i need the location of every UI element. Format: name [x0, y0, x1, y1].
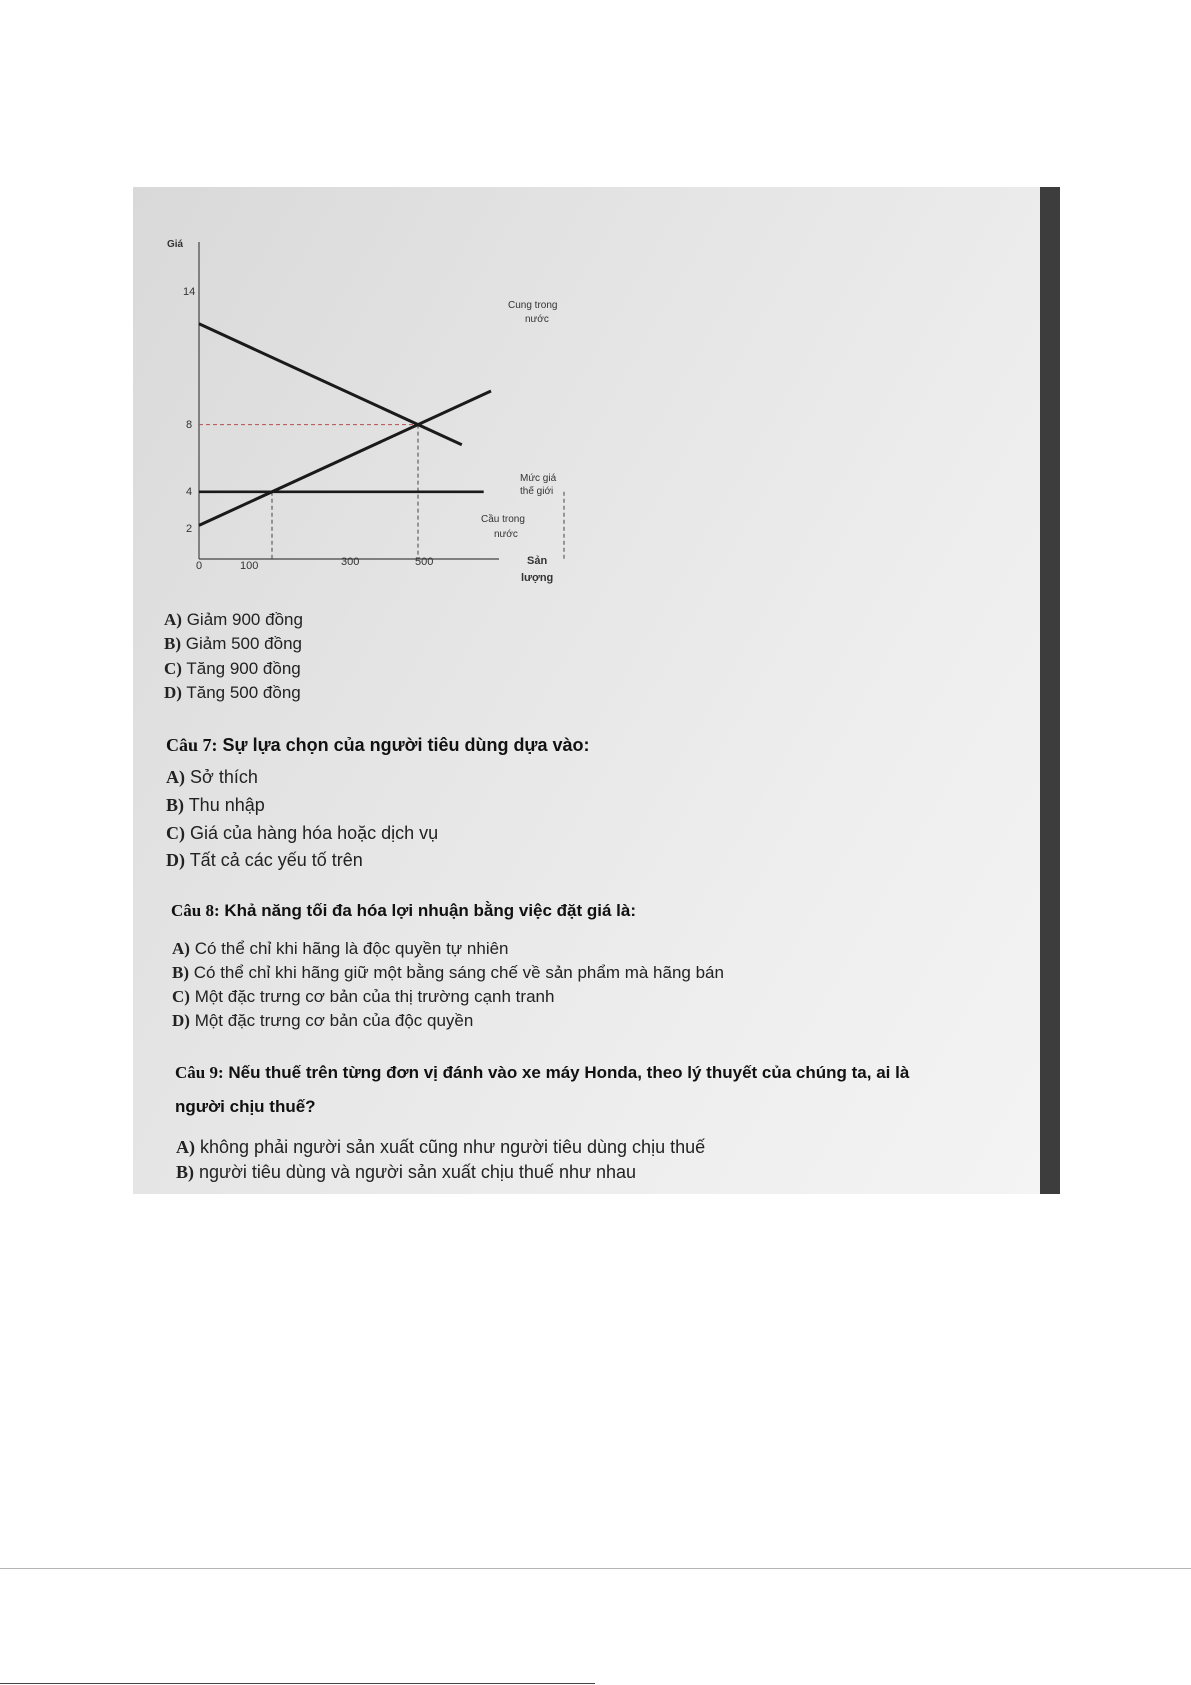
demand-line — [199, 324, 462, 445]
x-axis-label-line1: Sản — [527, 555, 548, 567]
y-tick-14: 14 — [183, 286, 196, 298]
footnote-divider — [0, 1683, 595, 1684]
q8-option-b: B) Có thể chỉ khi hãng giữ một bằng sáng chế về sản phẩm mà hãng bán — [172, 963, 724, 982]
q7-option-a: A) Sở thích — [166, 767, 258, 787]
supply-line — [199, 391, 491, 525]
world-price-label-line2: thế giới — [520, 486, 554, 497]
supply-label-line1: Cung trong — [508, 300, 558, 311]
q7-option-b: B) Thu nhập — [166, 795, 265, 815]
q6-option-b: B) Giảm 500 đồng — [164, 634, 302, 653]
q6-option-a: A) Giảm 900 đồng — [164, 610, 303, 629]
q9-heading-line1: Câu 9: Nếu thuế trên từng đơn vị đánh vào xe máy Honda, theo lý thuyết của chúng ta, ai là — [175, 1063, 910, 1082]
y-axis-label: Giá — [167, 239, 184, 250]
footer-divider — [0, 1568, 1191, 1569]
q7-option-c: C) Giá của hàng hóa hoặc dịch vụ — [166, 823, 439, 843]
x-axis-label-line2: lượng — [521, 572, 554, 584]
x-tick-500: 500 — [415, 556, 434, 568]
q9-option-a: A) không phải người sản xuất cũng như người tiêu dùng chịu thuế — [176, 1137, 706, 1157]
x-tick-0: 0 — [196, 560, 203, 572]
q7-heading: Câu 7: Sự lựa chọn của người tiêu dùng dựa vào: — [166, 735, 590, 755]
supply-label-line2: nước — [525, 314, 549, 325]
q8-heading: Câu 8: Khả năng tối đa hóa lợi nhuận bằng việc đặt giá là: — [171, 901, 637, 920]
x-tick-100: 100 — [240, 560, 259, 572]
q8-option-d: D) Một đặc trưng cơ bản của độc quyền — [172, 1011, 474, 1030]
q8-option-a: A) Có thể chỉ khi hãng là độc quyền tự nhiên — [172, 939, 509, 958]
demand-label-line1: Cầu trong — [481, 514, 525, 525]
photo-of-exam-page — [133, 187, 1060, 1194]
supply-demand-graph — [133, 187, 593, 607]
photo-dark-edge — [1040, 187, 1060, 1194]
q7-option-d: D) Tất cả các yếu tố trên — [166, 850, 363, 870]
y-tick-2: 2 — [186, 523, 193, 535]
x-tick-300: 300 — [341, 556, 360, 568]
q9-option-b: B) người tiêu dùng và người sản xuất chịu thuế như nhau — [176, 1162, 637, 1182]
demand-label-line2: nước — [494, 529, 518, 540]
q6-option-d: D) Tăng 500 đồng — [164, 683, 301, 702]
q9-heading-line2: người chịu thuế? — [175, 1097, 316, 1116]
q8-option-c: C) Một đặc trưng cơ bản của thị trường cạnh tranh — [172, 987, 555, 1006]
q6-option-c: C) Tăng 900 đồng — [164, 659, 301, 678]
y-tick-8: 8 — [186, 419, 193, 431]
y-tick-4: 4 — [186, 486, 193, 498]
world-price-label-line1: Mức giá — [520, 473, 557, 484]
